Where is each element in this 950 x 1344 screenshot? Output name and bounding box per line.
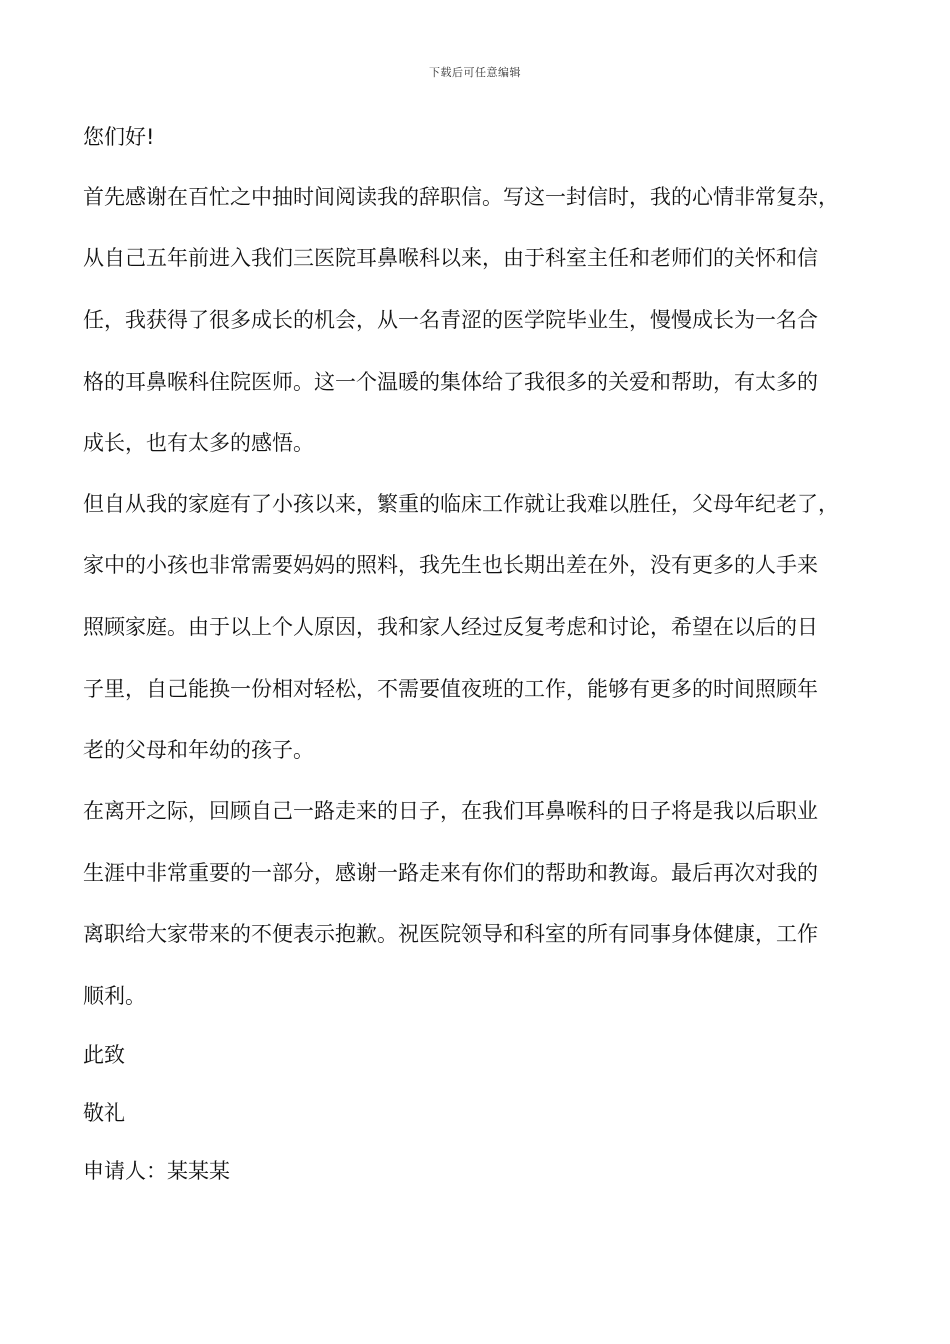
letter-closing-2: 敬礼	[83, 1101, 125, 1125]
letter-line: 从自己五年前进入我们三医院耳鼻喉科以来，由于科室主任和老师们的关怀和信	[83, 246, 818, 270]
letter-greeting: 您们好!	[83, 125, 155, 149]
letter-line: 照顾家庭。由于以上个人原因，我和家人经过反复考虑和讨论，希望在以后的日	[83, 615, 818, 639]
letter-line: 格的耳鼻喉科住院医师。这一个温暖的集体给了我很多的关爱和帮助，有太多的	[83, 370, 818, 394]
letter-line: 首先感谢在百忙之中抽时间阅读我的辞职信。写这一封信时，我的心情非常复杂，	[83, 185, 839, 209]
header-note: 下载后可任意编辑	[429, 66, 521, 79]
letter-line: 生涯中非常重要的一部分，感谢一路走来有你们的帮助和教诲。最后再次对我的	[83, 861, 818, 885]
letter-line: 成长，也有太多的感悟。	[83, 431, 314, 455]
letter-signature: 申请人：某某某	[83, 1159, 230, 1183]
letter-line: 离职给大家带来的不便表示抱歉。祝医院领导和科室的所有同事身体健康，工作	[83, 922, 818, 946]
letter-line: 任，我获得了很多成长的机会，从一名青涩的医学院毕业生，慢慢成长为一名合	[83, 308, 818, 332]
letter-line: 但自从我的家庭有了小孩以来，繁重的临床工作就让我难以胜任，父母年纪老了，	[83, 492, 839, 516]
letter-line: 在离开之际，回顾自己一路走来的日子，在我们耳鼻喉科的日子将是我以后职业	[83, 799, 818, 823]
letter-line: 老的父母和年幼的孩子。	[83, 738, 314, 762]
letter-line: 子里，自己能换一份相对轻松，不需要值夜班的工作，能够有更多的时间照顾年	[83, 677, 818, 701]
letter-line: 顺利。	[83, 984, 146, 1008]
letter-closing-1: 此致	[83, 1043, 125, 1067]
letter-line: 家中的小孩也非常需要妈妈的照料，我先生也长期出差在外，没有更多的人手来	[83, 553, 818, 577]
